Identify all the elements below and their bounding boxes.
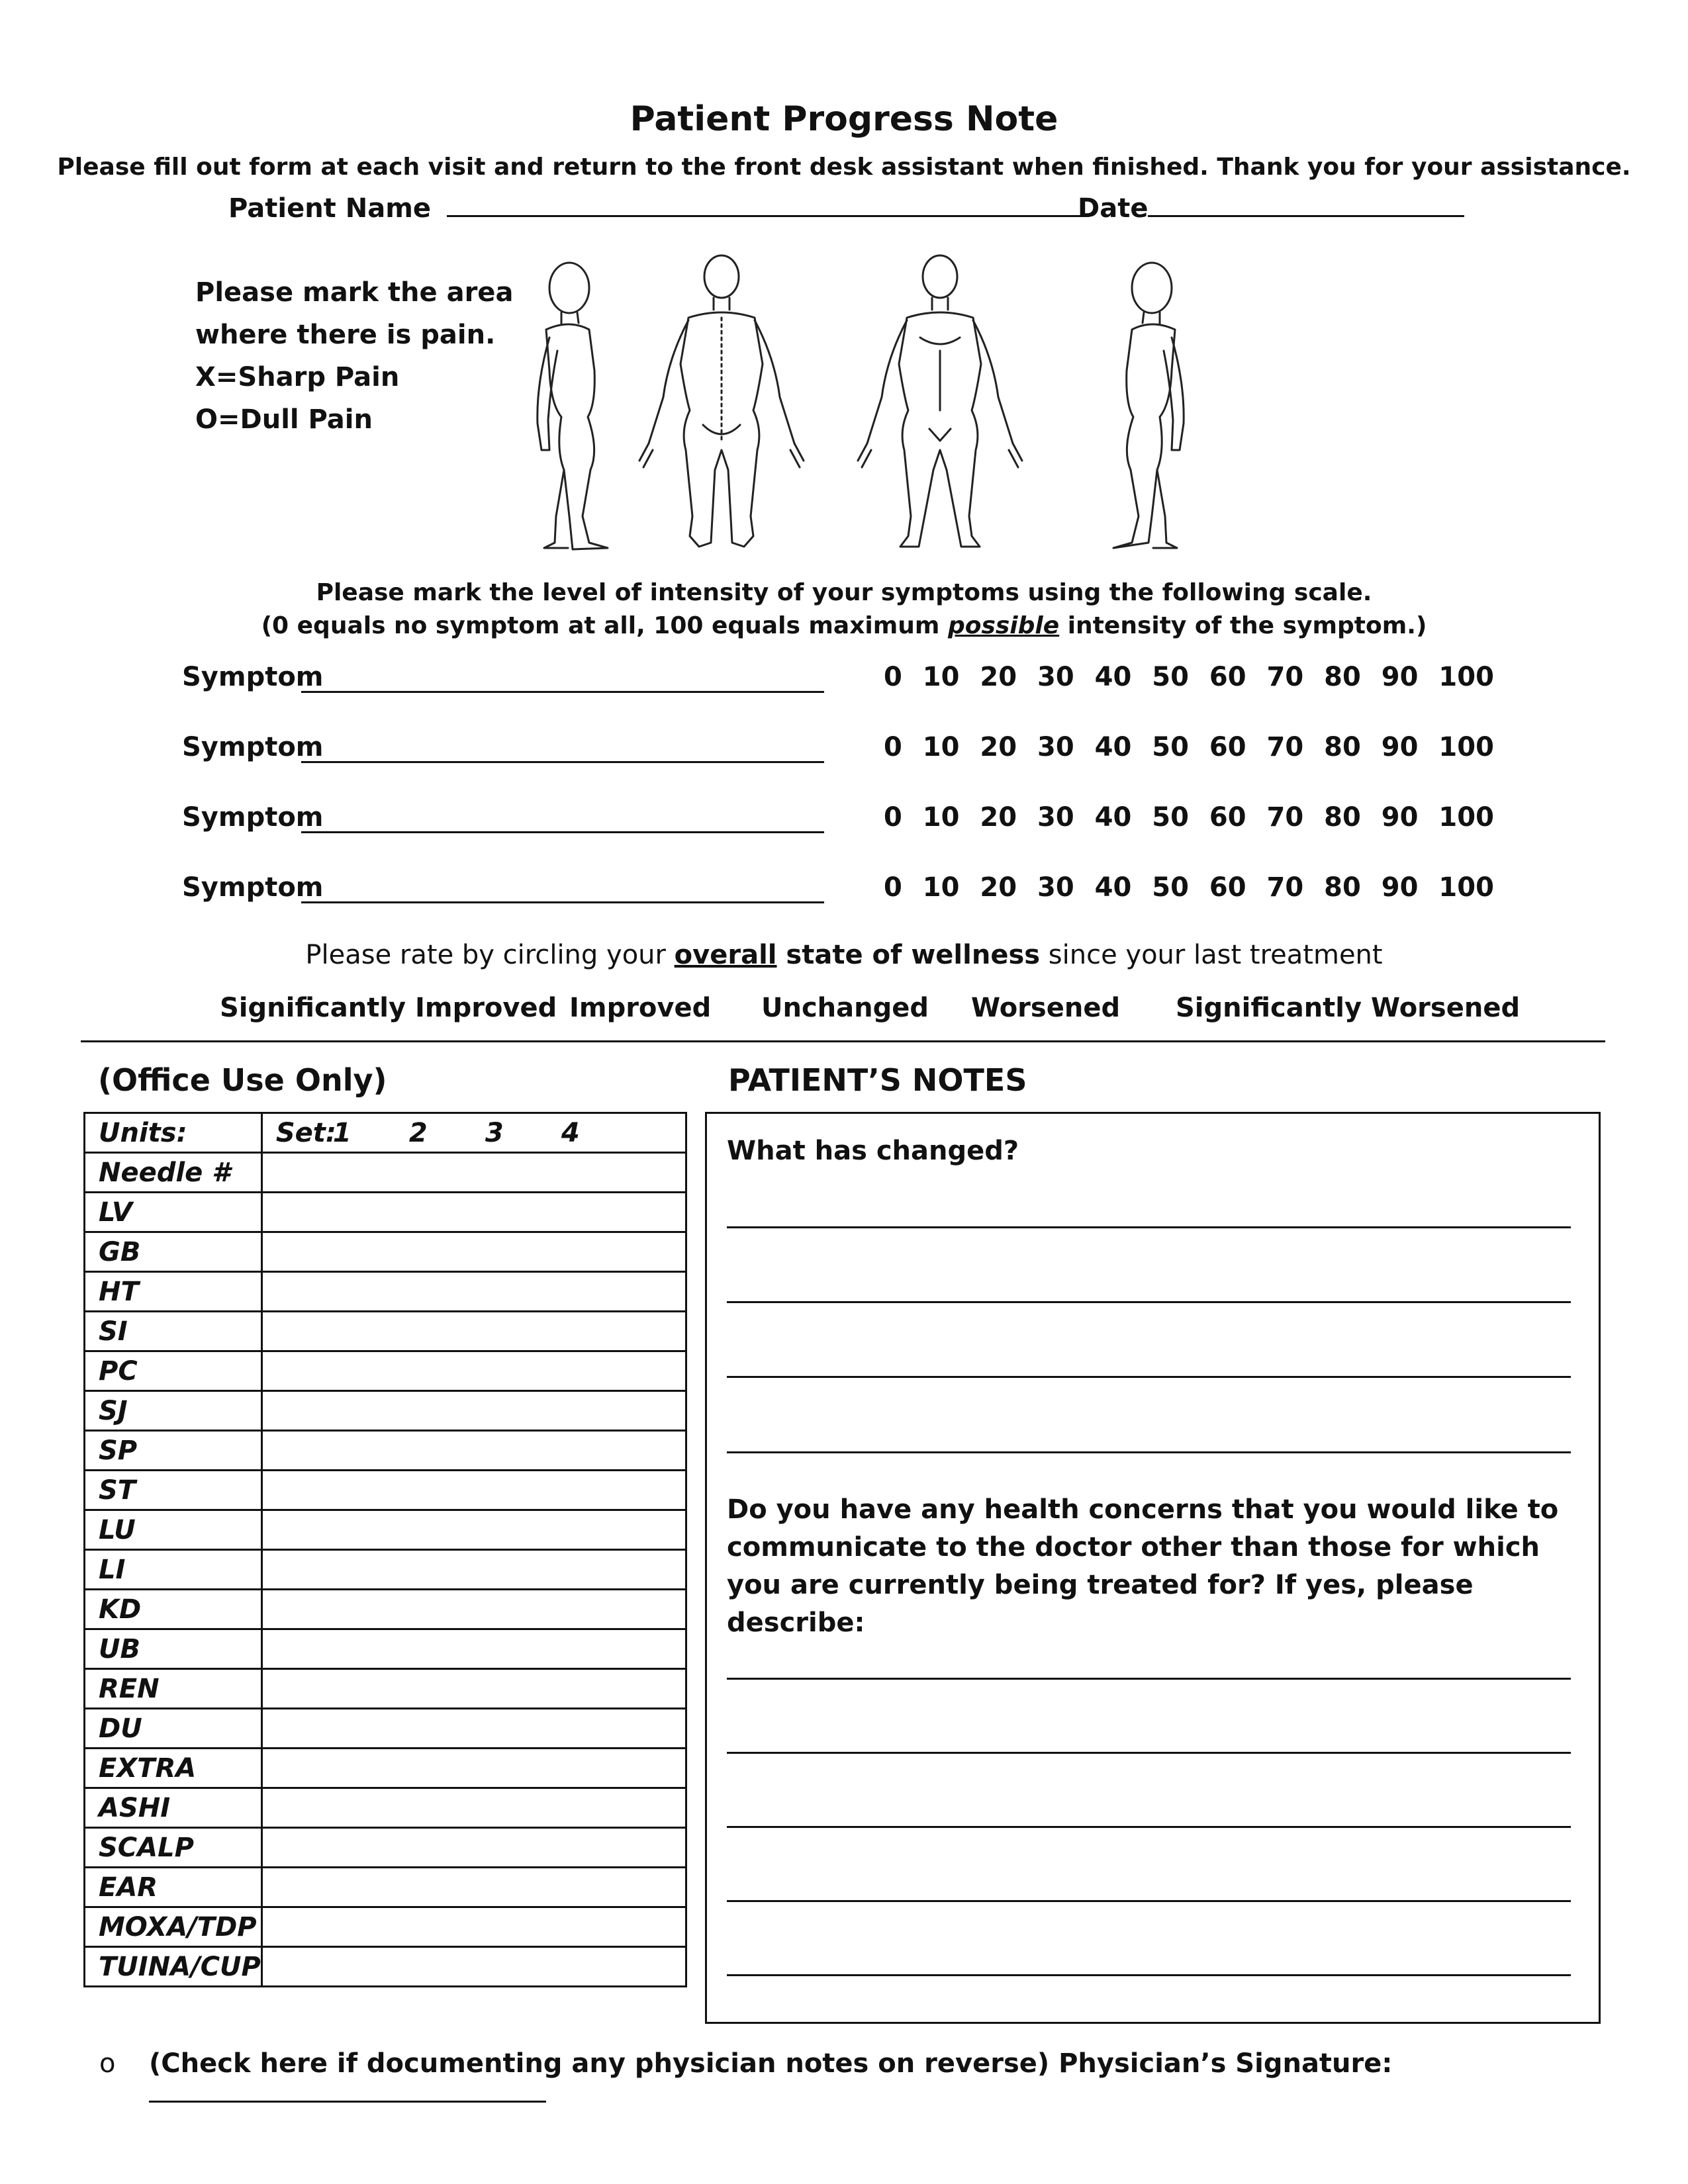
row-input[interactable] bbox=[261, 1153, 686, 1193]
table-row bbox=[85, 1193, 686, 1232]
scale-value[interactable]: 100 bbox=[1438, 872, 1494, 903]
wellness-q-emph: overall bbox=[674, 940, 777, 970]
row-input[interactable] bbox=[261, 1947, 686, 1987]
body-back-figure bbox=[639, 255, 804, 547]
scale-value[interactable]: 90 bbox=[1381, 732, 1419, 762]
symptom-row bbox=[182, 872, 1506, 903]
table-row bbox=[85, 1113, 686, 1153]
table-row bbox=[85, 1868, 686, 1907]
scale-value[interactable]: 80 bbox=[1324, 732, 1361, 762]
scale-value[interactable]: 30 bbox=[1037, 802, 1074, 833]
body-diagram[interactable] bbox=[490, 251, 1231, 556]
row-label: SP bbox=[85, 1431, 262, 1471]
wellness-question bbox=[0, 940, 1688, 970]
row-input[interactable] bbox=[261, 1431, 686, 1471]
row-label: Needle # bbox=[85, 1153, 262, 1193]
intensity-note-suffix: intensity of the symptom.) bbox=[1059, 612, 1427, 639]
scale-value[interactable]: 40 bbox=[1094, 732, 1132, 762]
patient-notes-box bbox=[705, 1112, 1601, 2024]
row-label: UB bbox=[85, 1629, 262, 1669]
scale-value[interactable]: 30 bbox=[1037, 732, 1074, 762]
row-input[interactable] bbox=[261, 1590, 686, 1629]
table-row bbox=[85, 1709, 686, 1749]
set-number[interactable]: 1 bbox=[332, 1117, 352, 1148]
patient-name-field[interactable] bbox=[447, 195, 1089, 217]
wellness-q-prefix: Please rate by circling your bbox=[305, 940, 675, 970]
scale-value[interactable]: 30 bbox=[1037, 662, 1074, 692]
scale-value[interactable]: 20 bbox=[980, 732, 1017, 762]
section-divider bbox=[81, 1040, 1605, 1042]
symptom-input-line[interactable] bbox=[301, 737, 824, 763]
scale-value[interactable]: 100 bbox=[1438, 732, 1494, 762]
table-row bbox=[85, 1749, 686, 1788]
table-row bbox=[85, 1391, 686, 1431]
pain-instruction-line: where there is pain. bbox=[195, 320, 496, 350]
table-row bbox=[85, 1550, 686, 1590]
answer-line[interactable] bbox=[727, 1900, 1571, 1902]
scale-value[interactable]: 0 bbox=[884, 872, 902, 903]
row-input[interactable] bbox=[261, 1550, 686, 1590]
row-label: KD bbox=[85, 1590, 262, 1629]
scale-value[interactable]: 40 bbox=[1094, 872, 1132, 903]
wellness-option-unchanged[interactable]: Unchanged bbox=[761, 993, 929, 1023]
row-input[interactable] bbox=[261, 1351, 686, 1391]
row-input[interactable] bbox=[261, 1391, 686, 1431]
scale-value[interactable]: 100 bbox=[1438, 662, 1494, 692]
physician-notes-checkbox[interactable]: o bbox=[99, 2048, 116, 2079]
table-row bbox=[85, 1351, 686, 1391]
pain-instruction-line: Please mark the area bbox=[195, 277, 514, 308]
set-number[interactable]: 3 bbox=[485, 1117, 504, 1148]
physician-signature-label: (Check here if documenting any physician notes on reverse) Physician’s Signature: bbox=[149, 2048, 1393, 2079]
body-side-right-figure bbox=[538, 263, 608, 549]
symptom-input-line[interactable] bbox=[301, 667, 824, 693]
date-row bbox=[1078, 193, 1464, 224]
scale-value[interactable]: 70 bbox=[1266, 662, 1304, 692]
set-number[interactable]: 2 bbox=[408, 1117, 428, 1148]
answer-line[interactable] bbox=[727, 1678, 1571, 1680]
scale-value[interactable]: 50 bbox=[1152, 732, 1189, 762]
row-label: DU bbox=[85, 1709, 262, 1749]
patient-name-label: Patient Name bbox=[228, 193, 431, 224]
table-row bbox=[85, 1232, 686, 1272]
symptom-label: Symptom bbox=[182, 802, 324, 833]
intensity-note-prefix: (0 equals no symptom at all, 100 equals maximum bbox=[261, 612, 948, 639]
scale-value[interactable]: 10 bbox=[922, 872, 960, 903]
scale-value[interactable]: 50 bbox=[1152, 872, 1189, 903]
row-label: SI bbox=[85, 1312, 262, 1351]
row-label: REN bbox=[85, 1669, 262, 1709]
scale-value[interactable]: 80 bbox=[1324, 872, 1361, 903]
scale-value[interactable]: 0 bbox=[884, 662, 902, 692]
physician-signature-row bbox=[149, 2048, 1688, 2109]
scale-value[interactable]: 50 bbox=[1152, 802, 1189, 833]
row-label: ST bbox=[85, 1471, 262, 1510]
row-input[interactable] bbox=[261, 1749, 686, 1788]
intensity-scale bbox=[884, 662, 1494, 692]
row-label: LU bbox=[85, 1510, 262, 1550]
what-changed-question: What has changed? bbox=[727, 1136, 1019, 1166]
table-row bbox=[85, 1669, 686, 1709]
table-row bbox=[85, 1312, 686, 1351]
row-input[interactable] bbox=[261, 1709, 686, 1749]
scale-value[interactable]: 50 bbox=[1152, 662, 1189, 692]
table-row bbox=[85, 1510, 686, 1550]
answer-line[interactable] bbox=[727, 1826, 1571, 1828]
table-row bbox=[85, 1788, 686, 1828]
row-input[interactable] bbox=[261, 1510, 686, 1550]
scale-value[interactable]: 40 bbox=[1094, 802, 1132, 833]
symptom-row bbox=[182, 662, 1506, 692]
row-input[interactable] bbox=[261, 1629, 686, 1669]
row-label: LI bbox=[85, 1550, 262, 1590]
scale-value[interactable]: 10 bbox=[922, 732, 960, 762]
units-label: Units: bbox=[85, 1113, 262, 1153]
form-instructions: Please fill out form at each visit and return to the front desk assistant when finished. Thank you for your assistance. bbox=[57, 154, 1631, 181]
symptom-label: Symptom bbox=[182, 872, 324, 903]
row-input[interactable] bbox=[261, 1788, 686, 1828]
scale-value[interactable]: 90 bbox=[1381, 662, 1419, 692]
row-label: EAR bbox=[85, 1868, 262, 1907]
symptom-input-line[interactable] bbox=[301, 807, 824, 833]
scale-value[interactable]: 70 bbox=[1266, 732, 1304, 762]
body-front-figure bbox=[858, 255, 1022, 547]
table-row bbox=[85, 1272, 686, 1312]
row-label: HT bbox=[85, 1272, 262, 1312]
body-side-left-figure bbox=[1113, 263, 1184, 548]
symptom-row bbox=[182, 802, 1506, 833]
scale-value[interactable]: 10 bbox=[922, 802, 960, 833]
table-row bbox=[85, 1431, 686, 1471]
patient-name-row bbox=[228, 193, 1089, 224]
scale-value[interactable]: 20 bbox=[980, 662, 1017, 692]
intensity-scale bbox=[884, 802, 1494, 833]
row-input[interactable] bbox=[261, 1272, 686, 1312]
physician-signature-field[interactable] bbox=[149, 2081, 546, 2103]
row-label: PC bbox=[85, 1351, 262, 1391]
scale-value[interactable]: 90 bbox=[1381, 872, 1419, 903]
scale-value[interactable]: 60 bbox=[1209, 732, 1246, 762]
scale-value[interactable]: 0 bbox=[884, 732, 902, 762]
table-row bbox=[85, 1471, 686, 1510]
table-row bbox=[85, 1907, 686, 1947]
row-input[interactable] bbox=[261, 1312, 686, 1351]
set-label: Set: bbox=[275, 1117, 336, 1148]
scale-value[interactable]: 90 bbox=[1381, 802, 1419, 833]
scale-value[interactable]: 80 bbox=[1324, 662, 1361, 692]
answer-line[interactable] bbox=[727, 1974, 1571, 1976]
answer-line[interactable] bbox=[727, 1301, 1571, 1303]
health-concerns-question: Do you have any health concerns that you would like to communicate to the doctor other than those for which you are currently being treated for? If yes, please describe: bbox=[727, 1494, 1559, 1638]
row-input[interactable] bbox=[261, 1907, 686, 1947]
table-row bbox=[85, 1153, 686, 1193]
symptom-input-line[interactable] bbox=[301, 878, 824, 903]
date-field[interactable] bbox=[1148, 195, 1464, 217]
scale-value[interactable]: 60 bbox=[1209, 662, 1246, 692]
answer-line[interactable] bbox=[727, 1376, 1571, 1378]
page-title: Patient Progress Note bbox=[630, 99, 1058, 139]
scale-value[interactable]: 20 bbox=[980, 872, 1017, 903]
pain-instruction-line: X=Sharp Pain bbox=[195, 362, 400, 392]
set-number[interactable]: 4 bbox=[561, 1117, 580, 1148]
row-input[interactable] bbox=[261, 1193, 686, 1232]
pain-instruction-line: O=Dull Pain bbox=[195, 404, 373, 435]
scale-value[interactable]: 20 bbox=[980, 802, 1017, 833]
table-row bbox=[85, 1590, 686, 1629]
row-label: SCALP bbox=[85, 1828, 262, 1868]
wellness-option-worsened[interactable]: Worsened bbox=[971, 993, 1121, 1023]
answer-line[interactable] bbox=[727, 1752, 1571, 1754]
table-row bbox=[85, 1629, 686, 1669]
intensity-scale bbox=[884, 732, 1494, 762]
row-input[interactable] bbox=[261, 1232, 686, 1272]
intensity-note bbox=[0, 612, 1688, 639]
scale-value[interactable]: 80 bbox=[1324, 802, 1361, 833]
row-label: LV bbox=[85, 1193, 262, 1232]
row-input[interactable] bbox=[261, 1669, 686, 1709]
wellness-q-bold: state of wellness bbox=[776, 940, 1041, 970]
wellness-option-significantly-worsened[interactable]: Significantly Worsened bbox=[1176, 993, 1521, 1023]
date-label: Date bbox=[1078, 193, 1149, 224]
scale-value[interactable]: 70 bbox=[1266, 802, 1304, 833]
row-label: ASHI bbox=[85, 1788, 262, 1828]
scale-value[interactable]: 30 bbox=[1037, 872, 1074, 903]
set-header bbox=[261, 1113, 686, 1153]
intensity-scale bbox=[884, 872, 1494, 903]
pain-instructions bbox=[195, 271, 513, 441]
row-input[interactable] bbox=[261, 1471, 686, 1510]
row-label: EXTRA bbox=[85, 1749, 262, 1788]
symptom-row bbox=[182, 732, 1506, 762]
answer-line[interactable] bbox=[727, 1451, 1571, 1453]
office-use-title: (Office Use Only) bbox=[98, 1062, 387, 1098]
answer-line[interactable] bbox=[727, 1226, 1571, 1228]
row-label: SJ bbox=[85, 1391, 262, 1431]
scale-value[interactable]: 0 bbox=[884, 802, 902, 833]
row-input[interactable] bbox=[261, 1868, 686, 1907]
patient-notes-title: PATIENT’S NOTES bbox=[728, 1062, 1027, 1098]
scale-value[interactable]: 10 bbox=[922, 662, 960, 692]
row-label: GB bbox=[85, 1232, 262, 1272]
wellness-option-significantly-improved[interactable]: Significantly Improved bbox=[220, 993, 557, 1023]
scale-value[interactable]: 70 bbox=[1266, 872, 1304, 903]
intensity-heading: Please mark the level of intensity of your symptoms using the following scale. bbox=[316, 579, 1372, 606]
wellness-option-improved[interactable]: Improved bbox=[569, 993, 712, 1023]
office-use-table bbox=[83, 1112, 687, 1987]
table-row bbox=[85, 1828, 686, 1868]
scale-value[interactable]: 40 bbox=[1094, 662, 1132, 692]
symptom-label: Symptom bbox=[182, 732, 324, 762]
intensity-note-emphasis: possible bbox=[947, 612, 1060, 639]
symptom-label: Symptom bbox=[182, 662, 324, 692]
row-input[interactable] bbox=[261, 1828, 686, 1868]
scale-value[interactable]: 100 bbox=[1438, 802, 1494, 833]
table-row bbox=[85, 1947, 686, 1987]
scale-value[interactable]: 60 bbox=[1209, 872, 1246, 903]
wellness-q-suffix: since your last treatment bbox=[1040, 940, 1383, 970]
row-label: TUINA/CUP bbox=[85, 1947, 262, 1987]
scale-value[interactable]: 60 bbox=[1209, 802, 1246, 833]
row-label: MOXA/TDP bbox=[85, 1907, 262, 1947]
